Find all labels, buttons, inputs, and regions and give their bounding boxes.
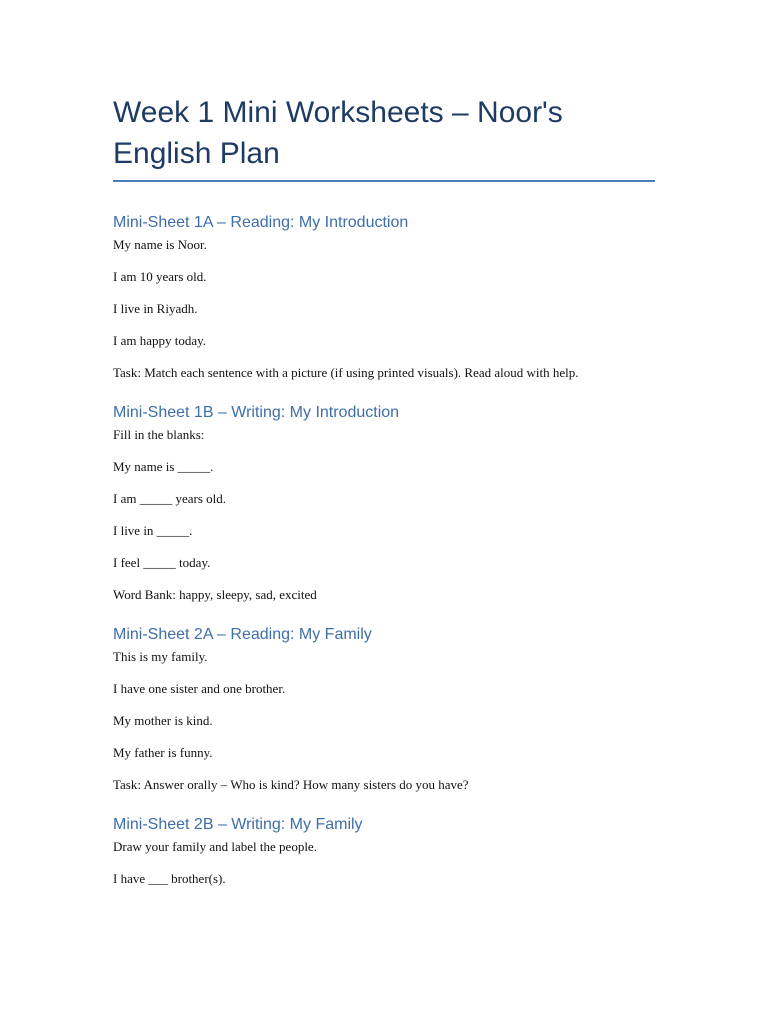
section-mini-sheet-2b — [113, 815, 655, 903]
section-mini-sheet-1b — [113, 403, 655, 625]
paragraph: I am 10 years old. — [113, 269, 207, 284]
section-heading: Mini-Sheet 1A – Reading: My Introduction — [113, 214, 409, 231]
section-heading: Mini-Sheet 2A – Reading: My Family — [113, 626, 372, 643]
paragraph: I have ___ brother(s). — [113, 871, 226, 886]
paragraph: This is my family. — [113, 649, 208, 664]
paragraph: I feel _____ today. — [113, 555, 211, 570]
document-page — [113, 92, 655, 903]
word-bank-paragraph: Word Bank: happy, sleepy, sad, excited — [113, 587, 317, 602]
title-divider — [113, 180, 655, 182]
task-paragraph: Task: Match each sentence with a picture (if using printed visuals). Read aloud with help. — [113, 365, 579, 380]
paragraph: I am _____ years old. — [113, 491, 227, 506]
paragraph: My name is _____. — [113, 459, 214, 474]
paragraph: My mother is kind. — [113, 713, 213, 728]
paragraph: Fill in the blanks: — [113, 427, 205, 442]
section-mini-sheet-1a — [113, 213, 655, 403]
paragraph: I live in Riyadh. — [113, 301, 198, 316]
paragraph: I am happy today. — [113, 333, 207, 348]
task-paragraph: Task: Answer orally – Who is kind? How many sisters do you have? — [113, 777, 469, 792]
paragraph: My father is funny. — [113, 745, 213, 760]
section-heading: Mini-Sheet 2B – Writing: My Family — [113, 816, 363, 833]
paragraph: Draw your family and label the people. — [113, 839, 317, 854]
section-mini-sheet-2a — [113, 625, 655, 815]
page-title: Week 1 Mini Worksheets – Noor's English Plan — [113, 96, 563, 170]
paragraph: I live in _____. — [113, 523, 193, 538]
section-heading: Mini-Sheet 1B – Writing: My Introduction — [113, 404, 400, 421]
paragraph: My name is Noor. — [113, 237, 207, 252]
paragraph: I have one sister and one brother. — [113, 681, 286, 696]
